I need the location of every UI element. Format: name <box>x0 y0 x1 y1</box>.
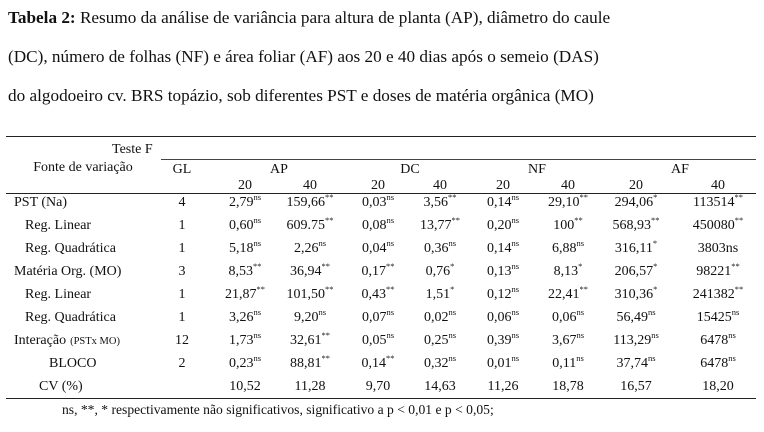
significance-mark: ns <box>647 353 656 363</box>
significance-mark: * <box>450 261 455 271</box>
significance-mark: * <box>653 192 658 202</box>
significance-mark: ** <box>448 192 457 202</box>
row-label <box>39 379 83 395</box>
row-label-text: Interação <box>14 333 67 348</box>
table-cell <box>612 215 660 234</box>
significance-mark: ** <box>574 215 583 225</box>
cell-value: 0,01 <box>486 356 512 371</box>
significance-mark: ns <box>253 238 262 248</box>
row-gl: 1 <box>178 218 186 233</box>
cell-value: 0,06 <box>551 310 577 325</box>
significance-mark: ns <box>318 238 327 248</box>
table-cell <box>620 379 652 395</box>
cell-value: 0,32 <box>423 356 449 371</box>
row-label-text: CV (%) <box>39 379 83 394</box>
row-label-text: BLOCO <box>49 356 97 371</box>
table-cell <box>423 307 457 326</box>
table-top-rule <box>6 136 756 137</box>
table-cell <box>616 307 656 326</box>
row-label <box>14 264 121 280</box>
table-cell <box>361 261 395 280</box>
significance-mark: ** <box>325 284 334 294</box>
cell-value: 6,88 <box>551 241 577 256</box>
table-cell <box>551 330 585 349</box>
cell-value: 16,57 <box>620 379 652 394</box>
cell-value: 3,67 <box>551 333 577 348</box>
cell-value: 310,36 <box>614 287 654 302</box>
cell-value: 8,13 <box>553 264 579 279</box>
cell-value: 6478 <box>700 356 729 371</box>
table-footnote: ns, **, * respectivamente não significativos, significativo a p < 0,01 e p < 0,05; <box>62 402 494 417</box>
table-cell <box>425 261 455 280</box>
row-label <box>49 356 96 372</box>
table-cell <box>423 238 457 257</box>
cell-value: 11,28 <box>294 379 326 394</box>
table-cell <box>286 192 334 211</box>
cell-value: 609.75 <box>286 218 325 233</box>
table-cell <box>551 307 585 326</box>
caption-label: Tabela 2: <box>8 8 76 27</box>
table-cell <box>702 379 734 395</box>
row-label <box>25 310 116 326</box>
significance-mark: ns <box>576 353 584 363</box>
significance-mark: ns <box>448 307 457 317</box>
table-cell <box>361 330 395 349</box>
cell-value: 21,87 <box>225 287 257 302</box>
cell-value: 2,26 <box>293 241 319 256</box>
significance-mark: ns <box>511 353 520 363</box>
table-cell <box>614 261 658 280</box>
row-gl: 2 <box>178 356 186 371</box>
table-cell <box>228 238 262 257</box>
table-cell <box>293 238 327 257</box>
cell-value: 568,93 <box>612 218 651 233</box>
table-cell <box>553 261 583 280</box>
significance-mark: ** <box>734 284 744 294</box>
cell-value: 10,52 <box>229 379 261 394</box>
table-cell <box>486 353 520 372</box>
cell-value: 37,74 <box>616 356 648 371</box>
fonte-header: Fonte de variação <box>33 160 133 175</box>
row-label-text: Reg. Linear <box>25 287 92 302</box>
cell-value: 1,51 <box>425 287 451 302</box>
day-header-1: 40 <box>303 178 317 193</box>
significance-mark: ** <box>579 284 588 294</box>
day-header-4: 20 <box>496 178 510 193</box>
table-cell <box>488 379 519 395</box>
row-label <box>14 333 120 350</box>
significance-mark: ** <box>321 353 330 363</box>
significance-mark: ns <box>511 192 520 202</box>
table-cell <box>696 261 740 280</box>
significance-mark: ns <box>511 330 520 340</box>
table-cell <box>420 215 460 234</box>
cell-value: 98221 <box>696 264 732 279</box>
day-header-0: 20 <box>238 178 252 193</box>
table-cell <box>548 192 588 211</box>
significance-mark: ** <box>386 261 395 271</box>
significance-mark: ns <box>731 307 740 317</box>
caption-line-2: (DC), número de folhas (NF) e área foliar (AF) aos 20 e 40 dias após o semeio (DAS) <box>8 47 599 66</box>
cell-value: 159,66 <box>286 195 325 210</box>
cell-value: 9,70 <box>365 379 391 394</box>
cell-value: 0,06 <box>486 310 512 325</box>
table-cell <box>225 284 265 303</box>
table-cell <box>361 238 395 257</box>
table-cell <box>548 284 588 303</box>
cell-value: 14,63 <box>424 379 456 394</box>
significance-mark: ** <box>386 353 395 363</box>
cell-value: 101,50 <box>286 287 325 302</box>
cell-value: 8,53 <box>228 264 253 279</box>
row-label-text: Matéria Org. (MO) <box>14 264 122 279</box>
cell-value: 0,60 <box>228 218 254 233</box>
cell-value: 0,23 <box>228 356 254 371</box>
cell-value: 206,57 <box>614 264 654 279</box>
cell-value: 22,41 <box>548 287 580 302</box>
table-cell <box>614 238 658 257</box>
cell-value: 15425 <box>696 310 732 325</box>
cell-value: 241382 <box>692 287 735 302</box>
cell-value: 11,26 <box>487 379 519 394</box>
row-label-small: (PSTx MO) <box>70 336 120 347</box>
table-cell <box>295 379 326 395</box>
table-cell <box>286 284 334 303</box>
table-cell <box>228 307 262 326</box>
significance-mark: ** <box>651 215 660 225</box>
table-cell <box>486 192 520 211</box>
significance-mark: * <box>450 284 455 294</box>
significance-mark: ns <box>386 215 395 225</box>
day-header-5: 40 <box>561 178 575 193</box>
gl-header: GL <box>172 162 192 177</box>
significance-mark: ns <box>576 330 585 340</box>
caption-line-1 <box>8 8 610 28</box>
row-gl: 4 <box>178 195 186 210</box>
cell-value: 100 <box>553 218 575 233</box>
cell-value: 0,14 <box>486 195 512 210</box>
table-cell <box>486 215 520 234</box>
cell-value: 316,11 <box>614 241 653 256</box>
significance-mark: ** <box>734 215 744 225</box>
significance-mark: * <box>653 261 658 271</box>
cell-value: 0,02 <box>423 310 449 325</box>
row-gl: 1 <box>178 241 186 256</box>
table-cell <box>486 261 520 280</box>
day-header-2: 20 <box>371 178 385 193</box>
cell-value: 0,03 <box>361 195 387 210</box>
significance-mark: ** <box>579 192 588 202</box>
significance-mark: ns <box>511 261 520 271</box>
table-cell <box>290 330 330 349</box>
cell-value: 3,56 <box>423 195 448 210</box>
significance-mark: ns <box>448 238 457 248</box>
day-header-7: 40 <box>711 178 725 193</box>
table-cell <box>229 379 261 395</box>
table-cell <box>693 192 743 211</box>
table-cell <box>424 379 456 395</box>
significance-mark: ns <box>651 330 659 340</box>
table-cell <box>361 353 395 372</box>
table-cell <box>613 330 659 349</box>
significance-mark: ns <box>511 284 520 294</box>
teste-f-header: Teste F <box>112 142 153 157</box>
table-cell <box>423 192 457 211</box>
table-cell <box>228 330 262 349</box>
table-cell <box>361 215 395 234</box>
table-cell <box>696 307 740 326</box>
significance-mark: ns <box>386 307 395 317</box>
cell-value: 0,12 <box>486 287 512 302</box>
table-cell <box>361 307 395 326</box>
cell-value: 0,14 <box>361 356 386 371</box>
row-label <box>25 287 91 303</box>
row-gl: 12 <box>175 333 189 348</box>
cell-value: 0,17 <box>361 264 386 279</box>
row-label-text: PST (Na) <box>14 195 68 210</box>
table-cell <box>228 261 262 280</box>
cell-value: 1,73 <box>228 333 254 348</box>
significance-mark: ns <box>728 330 736 340</box>
cell-value: 5,18 <box>228 241 254 256</box>
row-gl: 3 <box>178 264 186 279</box>
significance-mark: ns <box>511 238 520 248</box>
row-label-text: Reg. Linear <box>25 218 92 233</box>
cell-value: 0,11 <box>552 356 577 371</box>
cell-value: 0,76 <box>425 264 451 279</box>
significance-mark: ** <box>325 192 334 202</box>
significance-mark: * <box>578 261 583 271</box>
significance-mark: ns <box>386 238 395 248</box>
table-cell <box>486 330 520 349</box>
table-cell <box>361 284 395 303</box>
significance-mark: ns <box>576 238 585 248</box>
table-cell <box>361 192 395 211</box>
significance-mark: ns <box>253 353 262 363</box>
day-header-3: 40 <box>433 178 447 193</box>
table-cell <box>692 284 744 303</box>
table-cell <box>290 261 330 280</box>
caption-text-1: Resumo da análise de variância para altura de planta (AP), diâmetro do caule <box>75 8 611 27</box>
significance-mark: ns <box>253 215 262 225</box>
cell-value: 0,05 <box>361 333 387 348</box>
cell-value: 36,94 <box>290 264 322 279</box>
caption-line-3: do algodoeiro cv. BRS topázio, sob diferentes PST e doses de matéria orgânica (MO) <box>8 86 594 105</box>
row-label <box>14 195 67 211</box>
table-cell <box>423 353 457 372</box>
significance-mark: ns <box>511 215 520 225</box>
table-cell <box>228 215 262 234</box>
table-cell <box>423 330 457 349</box>
cell-value: 56,49 <box>616 310 648 325</box>
significance-mark: ** <box>253 261 262 271</box>
significance-mark: ** <box>325 215 334 225</box>
significance-mark: ns <box>728 353 736 363</box>
significance-mark: ns <box>647 307 656 317</box>
significance-mark: * <box>652 238 658 248</box>
table-cell <box>486 284 520 303</box>
cell-value: 88,81 <box>290 356 322 371</box>
table-cell <box>614 284 658 303</box>
table-cell <box>486 238 520 257</box>
table-cell <box>614 192 658 211</box>
cell-value: 0,39 <box>486 333 512 348</box>
table-cell <box>700 330 736 349</box>
significance-mark: ns <box>318 307 327 317</box>
cell-value: 29,10 <box>548 195 580 210</box>
cell-value: 0,43 <box>361 287 386 302</box>
table-cell <box>290 353 330 372</box>
cell-value: 113514 <box>693 195 735 210</box>
significance-mark: ** <box>734 192 743 202</box>
significance-mark: ** <box>451 215 460 225</box>
table-bottom-rule <box>6 398 756 399</box>
significance-mark: ns <box>253 307 262 317</box>
cell-value: 450080 <box>692 218 735 233</box>
group-header-nf: NF <box>528 162 546 177</box>
group-header-ap: AP <box>270 162 288 177</box>
cell-value: 3,26 <box>228 310 254 325</box>
cell-value: 113,29 <box>613 333 652 348</box>
table-cell <box>228 192 262 211</box>
table-cell <box>293 307 327 326</box>
table-cell <box>552 379 584 395</box>
significance-mark: ns <box>386 330 395 340</box>
table-cell <box>425 284 455 303</box>
cell-value: 0,20 <box>486 218 512 233</box>
cell-value: 0,36 <box>423 241 449 256</box>
table-cell <box>286 215 334 234</box>
table-cell <box>692 215 744 234</box>
cell-value: 18,78 <box>552 379 584 394</box>
significance-mark: ** <box>321 330 330 340</box>
table-cell <box>551 238 585 257</box>
row-gl: 1 <box>178 310 186 325</box>
cell-value: 3803ns <box>697 241 739 256</box>
row-label <box>25 218 91 234</box>
day-header-6: 20 <box>629 178 643 193</box>
significance-mark: ns <box>448 330 457 340</box>
table-cell <box>616 353 656 372</box>
cell-value: 0,14 <box>486 241 512 256</box>
cell-value: 0,13 <box>486 264 512 279</box>
significance-mark: ns <box>448 353 457 363</box>
table-cell <box>553 215 583 234</box>
header-bottom-rule <box>6 193 756 194</box>
cell-value: 2,79 <box>228 195 254 210</box>
group-header-dc: DC <box>400 162 420 177</box>
cell-value: 0,04 <box>361 241 387 256</box>
significance-mark: ns <box>386 192 395 202</box>
significance-mark: ns <box>253 330 262 340</box>
cell-value: 6478 <box>700 333 729 348</box>
row-gl: 1 <box>178 287 186 302</box>
table-cell <box>366 379 391 395</box>
cell-value: 18,20 <box>702 379 734 394</box>
significance-mark: ** <box>321 261 330 271</box>
table-cell <box>228 353 262 372</box>
cell-value: 32,61 <box>290 333 322 348</box>
cell-value: 0,25 <box>423 333 449 348</box>
row-label <box>25 241 116 257</box>
cell-value: 0,07 <box>361 310 387 325</box>
cell-value: 294,06 <box>614 195 654 210</box>
row-label-text: Reg. Quadrática <box>25 241 116 256</box>
significance-mark: ** <box>386 284 395 294</box>
row-label-text: Reg. Quadrática <box>25 310 116 325</box>
significance-mark: ** <box>731 261 740 271</box>
cell-value: 13,77 <box>420 218 452 233</box>
significance-mark: ** <box>256 284 265 294</box>
significance-mark: ns <box>576 307 585 317</box>
cell-value: 9,20 <box>293 310 319 325</box>
table-cell <box>700 353 736 372</box>
table-cell <box>486 307 520 326</box>
significance-mark: ns <box>511 307 520 317</box>
table-cell <box>552 353 584 372</box>
table-cell <box>698 241 738 257</box>
significance-mark: ns <box>253 192 262 202</box>
significance-mark: * <box>653 284 658 294</box>
cell-value: 0,08 <box>361 218 387 233</box>
group-header-af: AF <box>671 162 689 177</box>
teste-f-underline <box>161 159 756 160</box>
